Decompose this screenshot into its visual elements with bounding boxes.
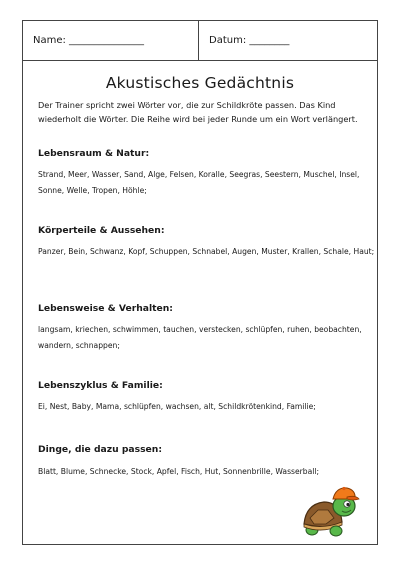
section-words-body-parts: Panzer, Bein, Schwanz, Kopf, Schuppen, Schnabel, Augen, Muster, Krallen, Schale, Haut;	[38, 247, 375, 256]
turtle-with-cap-icon	[298, 478, 360, 540]
header-row	[23, 21, 377, 61]
worksheet-frame	[22, 20, 378, 545]
section-heading-behavior: Lebensweise & Verhalten:	[38, 303, 173, 314]
section-heading-life-cycle: Lebenszyklus & Familie:	[38, 380, 163, 391]
section-words-habitat: Strand, Meer, Wasser, Sand, Alge, Felsen, Koralle, Seegras, Seestern, Muschel, Insel, Sonne, Welle, Tropen, Höhle;	[38, 170, 360, 195]
page-title: Akustisches Gedächtnis	[105, 74, 295, 92]
name-field[interactable]: Name: _______________	[23, 21, 199, 61]
section-heading-habitat: Lebensraum & Natur:	[38, 148, 150, 159]
section-words-behavior: langsam, kriechen, schwimmen, tauchen, verstecken, schlüpfen, ruhen, beobachten, wandern, schnappen;	[38, 325, 362, 350]
date-field[interactable]: Datum: ________	[209, 35, 290, 46]
section-words-life-cycle: Ei, Nest, Baby, Mama, schlüpfen, wachsen, alt, Schildkrötenkind, Familie;	[38, 402, 316, 411]
section-words-related-things: Blatt, Blume, Schnecke, Stock, Apfel, Fisch, Hut, Sonnenbrille, Wasserball;	[38, 467, 320, 476]
section-heading-related-things: Dinge, die dazu passen:	[38, 444, 162, 455]
section-heading-body-parts: Körperteile & Aussehen:	[38, 225, 165, 236]
instructions-text: Der Trainer spricht zwei Wörter vor, die zur Schildkröte passen. Das Kind wiederholt die Wörter. Die Reihe wird bei jeder Runde um ein Wort verlängert.	[38, 100, 358, 124]
